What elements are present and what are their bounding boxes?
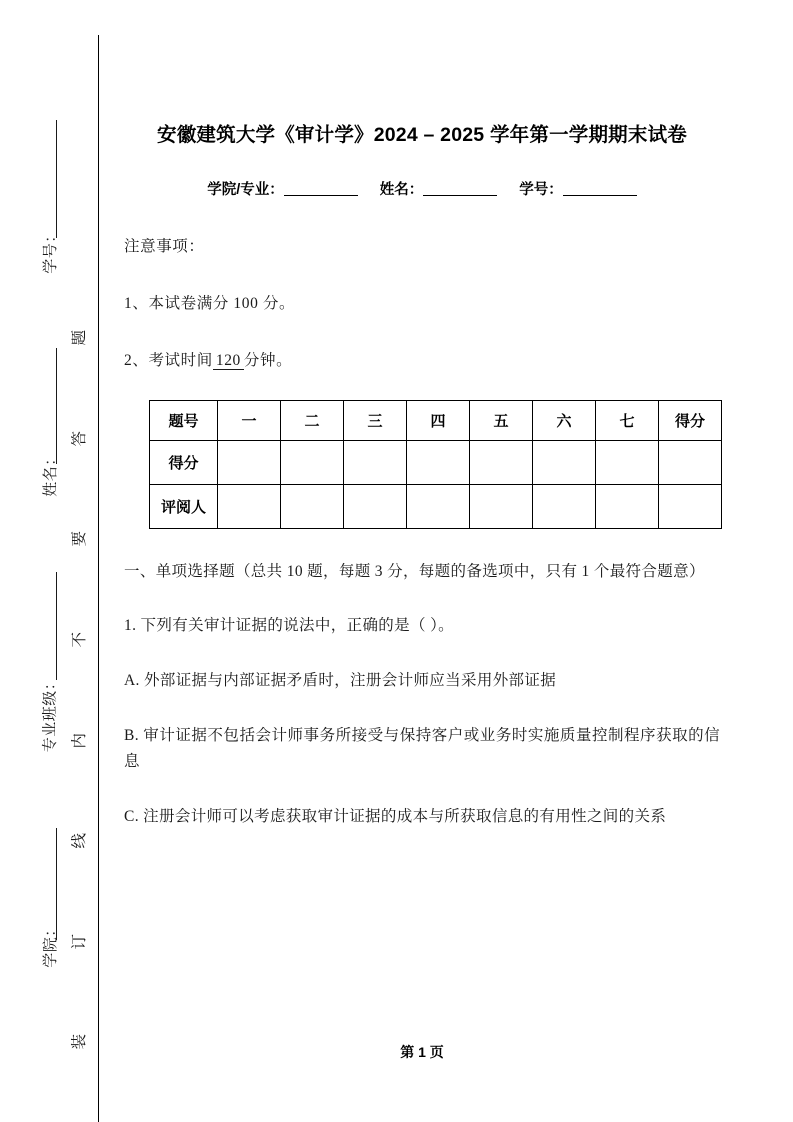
seal-warning-char: 要 xyxy=(71,531,89,547)
seal-warning-char: 装 xyxy=(71,1034,89,1050)
table-row xyxy=(150,484,722,528)
table-row xyxy=(150,440,722,484)
score-cell[interactable] xyxy=(596,440,659,484)
score-table-header-cell: 五 xyxy=(470,400,533,440)
score-table-header-cell: 题号 xyxy=(150,400,218,440)
note-item-2 xyxy=(124,311,720,370)
section-heading-1: 一、单项选择题（总共 10 题，每题 3 分，每题的备选项中，只有 1 个最符合题意） xyxy=(124,562,705,580)
seal-label-class: 专业班级： xyxy=(42,674,59,752)
seal-warning-char: 线 xyxy=(71,833,89,849)
score-table-header-cell: 一 xyxy=(218,400,281,440)
score-cell[interactable] xyxy=(407,440,470,484)
student-id-blank[interactable] xyxy=(563,195,637,196)
score-table-header-cell: 二 xyxy=(281,400,344,440)
seal-label-student-id: 学号： xyxy=(42,226,59,274)
score-row-label: 评阅人 xyxy=(150,484,218,528)
note-item-1: 1、本试卷满分 100 分。 xyxy=(124,294,296,312)
page-title: 安徽建筑大学《审计学》2024 – 2025 学年第一学期期末试卷 xyxy=(157,124,687,146)
reviewer-cell[interactable] xyxy=(281,484,344,528)
seal-blank-student-id xyxy=(56,120,57,238)
question-1-stem: 1. 下列有关审计证据的说法中，正确的是（ ）。 xyxy=(124,617,455,635)
seal-blank-class xyxy=(56,572,57,680)
reviewer-cell[interactable] xyxy=(596,484,659,528)
score-cell[interactable] xyxy=(533,440,596,484)
score-table-header-cell: 七 xyxy=(596,400,659,440)
score-cell[interactable] xyxy=(281,440,344,484)
reviewer-cell[interactable] xyxy=(344,484,407,528)
name-label: 姓名： xyxy=(379,182,424,199)
seal-label-name: 姓名： xyxy=(42,449,59,497)
score-table-header-cell: 六 xyxy=(533,400,596,440)
question-1-option-a[interactable]: A. 外部证据与内部证据矛盾时，注册会计师应当采用外部证据 xyxy=(124,671,557,689)
reviewer-cell[interactable] xyxy=(218,484,281,528)
reviewer-cell[interactable] xyxy=(533,484,596,528)
score-row-label: 得分 xyxy=(150,440,218,484)
college-major-label: 学院/专业： xyxy=(207,182,284,199)
notes-heading: 注意事项： xyxy=(124,238,205,256)
score-cell[interactable] xyxy=(470,440,533,484)
student-info-line xyxy=(124,152,720,199)
question-1-option-c[interactable]: C. 注册会计师可以考虑获取审计证据的成本与所获取信息的有用性之间的关系 xyxy=(124,807,667,825)
page-number-footer: 第 1 页 xyxy=(400,1044,444,1060)
seal-label-college: 学院： xyxy=(42,920,59,968)
score-table-header-cell: 三 xyxy=(344,400,407,440)
seal-warning-char: 不 xyxy=(71,631,89,648)
seal-warning-char: 内 xyxy=(71,732,89,749)
score-table xyxy=(149,400,722,529)
score-table-header-cell: 四 xyxy=(407,400,470,440)
score-table-container xyxy=(124,370,720,529)
reviewer-cell[interactable] xyxy=(659,484,722,528)
exam-duration-value: 120 xyxy=(213,353,244,370)
sealing-margin xyxy=(0,0,110,1122)
sealing-line-rule xyxy=(98,35,99,1122)
note-2-suffix: 分钟。 xyxy=(243,352,293,370)
score-table-header-cell: 得分 xyxy=(659,400,722,440)
college-major-blank[interactable] xyxy=(284,195,358,196)
note-2-prefix: 2、考试时间 xyxy=(124,352,213,370)
score-cell[interactable] xyxy=(218,440,281,484)
student-id-label: 学号： xyxy=(519,182,563,199)
exam-paper-body xyxy=(124,0,720,1122)
score-cell[interactable] xyxy=(659,440,722,484)
question-1-option-b[interactable]: B. 审计证据不包括会计师事务所接受与保持客户或业务时实施质量控制程序获取的信息 xyxy=(124,726,720,771)
name-blank[interactable] xyxy=(423,195,497,196)
seal-blank-name xyxy=(56,348,57,464)
seal-warning-char: 题 xyxy=(71,329,89,346)
table-header-row xyxy=(150,400,722,440)
sealing-margin-warning-text xyxy=(66,330,94,1050)
reviewer-cell[interactable] xyxy=(470,484,533,528)
seal-warning-char: 答 xyxy=(71,430,89,447)
seal-warning-char: 订 xyxy=(71,933,89,950)
reviewer-cell[interactable] xyxy=(407,484,470,528)
score-cell[interactable] xyxy=(344,440,407,484)
